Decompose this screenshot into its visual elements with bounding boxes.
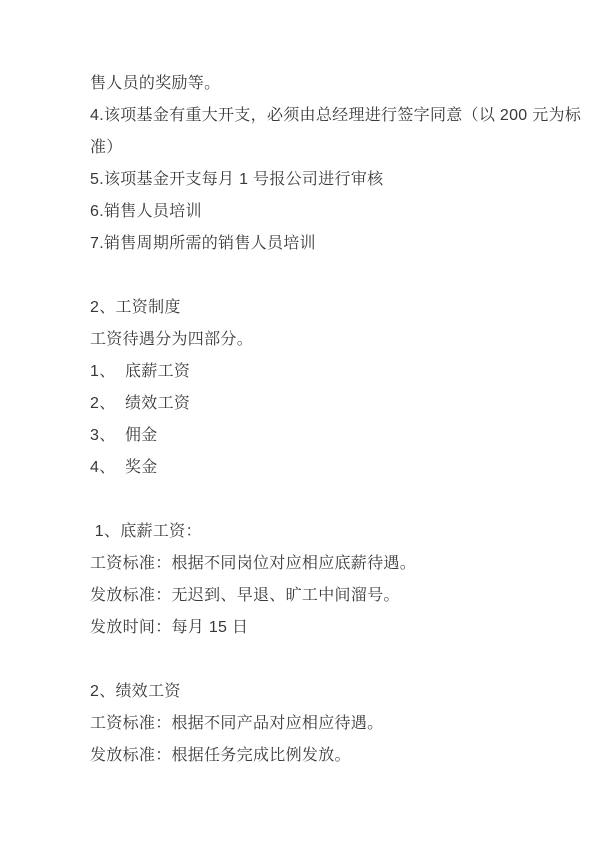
doc-blank-line (90, 644, 560, 676)
doc-line: 7.销售周期所需的销售人员培训 (90, 235, 316, 252)
doc-list-item: 3、 佣金 (90, 427, 158, 444)
doc-line: 发放时间：每月 15 日 (90, 619, 249, 636)
doc-line: 发放标准：无迟到、早退、旷工中间溜号。 (90, 587, 400, 604)
doc-list-item: 1、 底薪工资 (90, 363, 191, 380)
doc-line: 工资标准：根据不同岗位对应相应底薪待遇。 (90, 555, 417, 572)
doc-blank-line (90, 260, 560, 292)
doc-line: 5.该项基金开支每月 1 号报公司进行审核 (90, 171, 384, 188)
doc-list-item: 4、 奖金 (90, 459, 158, 476)
doc-blank-line (90, 484, 560, 516)
doc-line: 4.该项基金有重大开支，必须由总经理进行签字同意（以 200 元为标 (90, 107, 582, 124)
doc-section-heading: 1、底薪工资： (90, 523, 202, 540)
doc-section-heading: 2、工资制度 (90, 299, 181, 316)
doc-line: 准） (90, 139, 123, 156)
doc-section-heading: 2、绩效工资 (90, 683, 181, 700)
doc-line: 发放标准：根据任务完成比例发放。 (90, 747, 351, 764)
doc-line: 售人员的奖励等。 (90, 75, 221, 92)
doc-line: 工资标准：根据不同产品对应相应待遇。 (90, 715, 384, 732)
doc-list-item: 2、 绩效工资 (90, 395, 191, 412)
doc-line: 工资待遇分为四部分。 (90, 331, 254, 348)
doc-line: 6.销售人员培训 (90, 203, 202, 220)
